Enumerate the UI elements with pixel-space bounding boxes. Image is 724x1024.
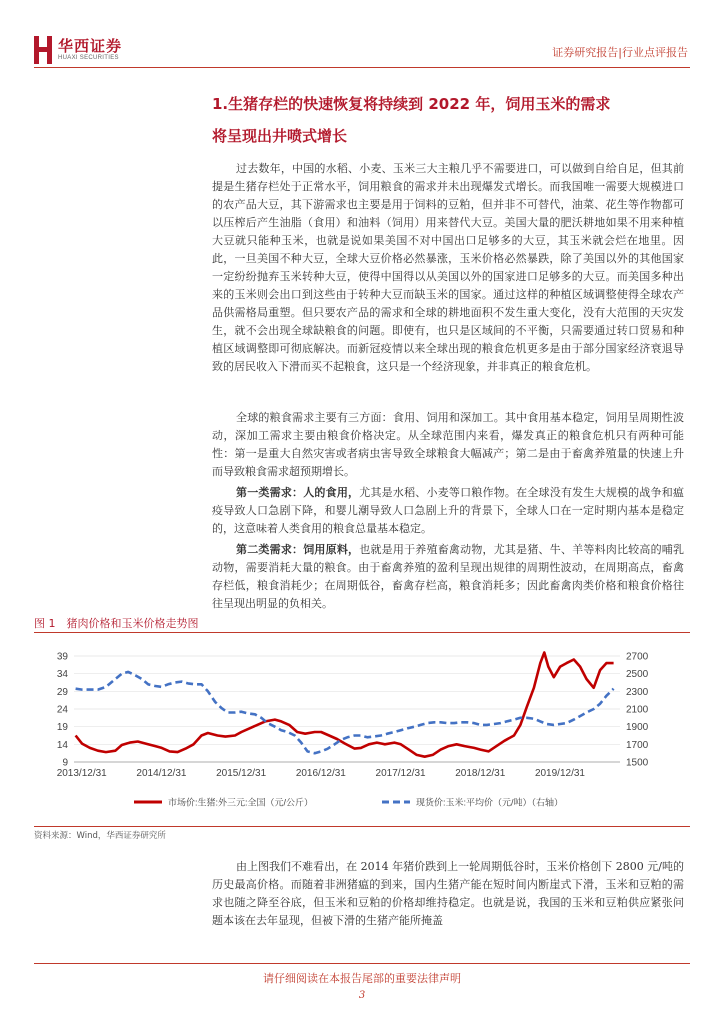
paragraph-2-text: 全球的粮食需求主要有三方面：食用、饲用和深加工。其中食用基本稳定，饲用呈周期性波动，深加工需求主要由粮食价格决定。从全球范围内来看，爆发真正的粮食危机只有两种可能性：第一是重大自然灾害或者病虫害导致全球粮食大幅减产；第二是由于畜禽养殖量的快速上升而导致粮食需求超预期增长。 <box>212 411 684 478</box>
pork-corn-price-chart <box>34 640 690 824</box>
paragraph-4-lead: 第二类需求：饲用原料， <box>236 543 360 556</box>
figure-top-divider <box>34 632 690 633</box>
left-tick-label: 14 <box>56 739 68 751</box>
paragraph-3-text: 尤其是水稻、小麦等口粮作物。在全球没有发生大规模的战争和瘟疫导致人口急剧下降，和婴儿潮导致人口急剧上升的背景下，全球人口在一定时期内基本是稳定的，这意味着人类食用的粮食总量基本稳定。 <box>212 486 685 535</box>
huaxi-logo-icon <box>34 36 52 64</box>
right-tick-label: 2700 <box>626 651 649 663</box>
x-tick-label: 2015/12/31 <box>216 768 267 779</box>
left-tick-label: 39 <box>56 651 68 663</box>
brand-subtitle: HUAXI SECURITIES <box>58 55 119 61</box>
x-tick-label: 2017/12/31 <box>375 768 426 779</box>
footer-divider <box>34 963 690 964</box>
right-tick-label: 2300 <box>626 686 649 698</box>
right-tick-label: 1900 <box>626 722 649 734</box>
left-tick-label: 19 <box>56 722 68 734</box>
right-tick-label: 1500 <box>626 757 649 769</box>
page-number: 3 <box>358 990 366 1001</box>
right-tick-label: 2100 <box>626 704 649 716</box>
paragraph-5-text: 由上图我们不难看出，在 2014 年猪价跌到上一轮周期低谷时，玉米价格创下 2800 元/吨的历史最高价格。而随着非洲猪瘟的到来，国内生猪产能在短时间内断崖式下滑，玉米和豆粕的需求也随之降至谷底，但玉米和豆粕的价格却维持稳定。也就是说，我国的玉米和豆粕供应紧张问题本该在去年显现，但被下滑的生猪产能所掩盖 <box>212 860 684 927</box>
figure-source: 资料来源：Wind，华西证券研究所 <box>34 831 166 841</box>
x-tick-label: 2014/12/31 <box>136 768 187 779</box>
x-tick-label: 2018/12/31 <box>455 768 506 779</box>
left-tick-label: 29 <box>56 686 68 698</box>
section-heading-line1: 1.生猪存栏的快速恢复将持续到 2022 年，饲用玉米的需求 <box>212 95 611 113</box>
x-tick-label: 2016/12/31 <box>295 768 346 779</box>
report-type: 证券研究报告|行业点评报告 <box>552 46 688 59</box>
x-tick-label: 2013/12/31 <box>56 768 107 779</box>
paragraph-4 <box>212 541 684 613</box>
paragraph-3-lead: 第一类需求：人的食用， <box>236 486 360 499</box>
legal-notice: 请仔细阅读在本报告尾部的重要法律声明 <box>263 972 461 985</box>
right-tick-label: 1700 <box>626 739 649 751</box>
figure-caption: 图 1 猪肉价格和玉米价格走势图 <box>34 617 199 630</box>
section-heading-line2: 将呈现出井喷式增长 <box>212 127 348 145</box>
paragraph-3 <box>212 484 684 538</box>
legend-label-corn: 现货价:玉米:平均价（元/吨）（右轴） <box>416 797 564 808</box>
left-tick-label: 34 <box>56 669 68 681</box>
paragraph-2 <box>212 409 684 481</box>
right-tick-label: 2500 <box>626 669 649 681</box>
left-tick-label: 9 <box>62 757 68 769</box>
paragraph-4-text: 也就是用于养殖畜禽动物，尤其是猪、牛、羊等料肉比较高的哺乳动物，需要消耗大量的粮食。由于畜禽养殖的盈利呈现出规律的周期性波动，在周期高点，畜禽存栏低，粮食消耗少；在周期低谷，畜禽存栏高，粮食消耗多；因此畜禽肉类价格和粮食价格往往呈现出明显的负相关。 <box>212 543 685 610</box>
legend-label-pork: 市场价:生猪:外三元:全国（元/公斤） <box>168 797 314 808</box>
header-divider <box>34 67 690 68</box>
left-tick-label: 24 <box>56 704 68 716</box>
x-tick-label: 2019/12/31 <box>534 768 586 779</box>
paragraph-1-text: 过去数年，中国的水稻、小麦、玉米三大主粮几乎不需要进口，可以做到自给自足，但其前提是生猪存栏处于正常水平，饲用粮食的需求并未出现爆发式增长。而我国唯一需要大规模进口的农产品大豆，其下游需求也主要是用于饲料的豆粕，但并非不可替代，油菜、花生等作物都可以压榨后产生油脂（食用）和油料（饲用）用来替代大豆。美国大量的肥沃耕地如果不用来种植大豆就只能种玉米，也就是说如果美国不对中国出口足够多的大豆，其玉米就会烂在地里。因此，一旦美国不种大豆，全球大豆价格必然暴涨，玉米价格必然暴跌，除了美国以外的其他国家一定纷纷抛弃玉米转种大豆，使得中国得以从美国以外的国家进口足够多的大豆。而美国多种出来的玉米则会出口到这些由于转种大豆而缺玉米的国家。通过这样的种植区域调整使得全球农产品供需格局重塑。但只要农产品的需求和全球的耕地面积不发生重大变化，没有大范围的天灾发生，就不会出现全球缺粮食的问题。即使有，也只是区域间的不平衡，只需要通过转口贸易和种植区域调整即可彻底解决。而新冠疫情以来全球出现的粮食危机更多是由于部分国家经济衰退导致的居民收入下滑而买不起粮食，这只是一个经济现象，并非真正的粮食危机。 <box>212 162 684 373</box>
paragraph-5 <box>212 858 684 930</box>
paragraph-1 <box>212 160 684 376</box>
brand-name: 华西证券 <box>58 37 123 55</box>
figure-bottom-divider <box>34 826 690 827</box>
